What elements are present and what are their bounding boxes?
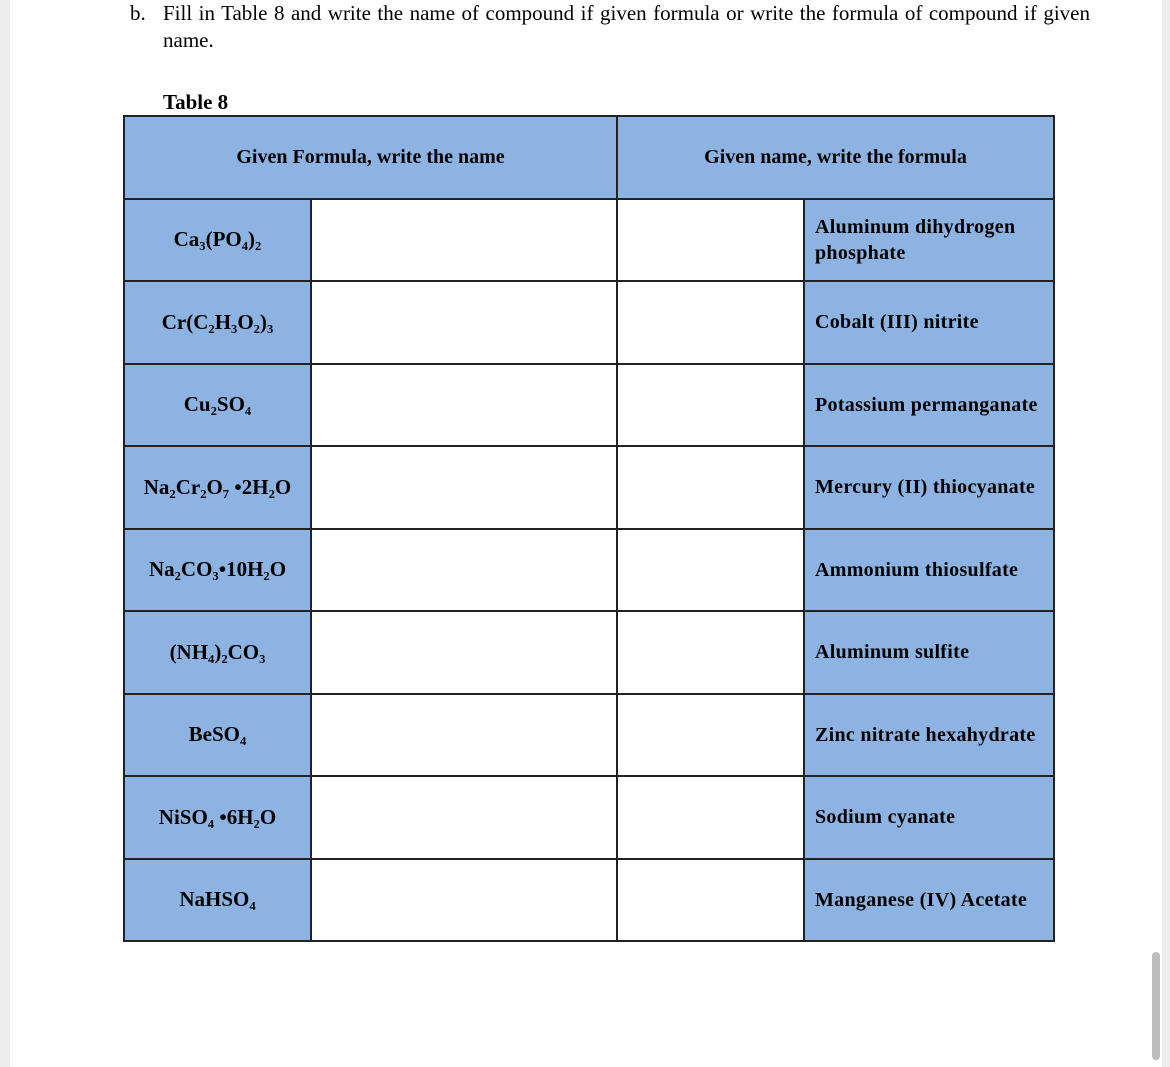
instruction-marker: b. — [130, 1, 146, 25]
table-row — [124, 281, 1054, 364]
name-answer-cell[interactable] — [311, 611, 617, 694]
given-name-cell: Sodium cyanate — [804, 776, 1054, 859]
formula-answer-cell[interactable] — [617, 281, 804, 364]
table-row — [124, 611, 1054, 694]
given-name-cell: Mercury (II) thiocyanate — [804, 446, 1054, 529]
formula-answer-cell[interactable] — [617, 859, 804, 942]
compound-table — [123, 115, 1055, 942]
given-formula-cell: Na₂CO₃•10H₂O — [124, 529, 311, 612]
name-answer-cell[interactable] — [311, 694, 617, 777]
table-caption: Table 8 — [163, 90, 229, 114]
name-answer-cell[interactable] — [311, 281, 617, 364]
table-row — [124, 776, 1054, 859]
name-answer-cell[interactable] — [311, 859, 617, 942]
instruction-text: Fill in Table 8 and write the name of compound if given formula or write the formula of compound if given name. — [163, 1, 1090, 52]
instruction — [130, 0, 1090, 54]
given-name-cell: Aluminum sulfite — [804, 611, 1054, 694]
name-answer-cell[interactable] — [311, 364, 617, 447]
given-formula-cell: Ca₃(PO₄)₂ — [124, 199, 311, 282]
formula-answer-cell[interactable] — [617, 694, 804, 777]
name-answer-cell[interactable] — [311, 529, 617, 612]
name-answer-cell[interactable] — [311, 776, 617, 859]
name-answer-cell[interactable] — [311, 446, 617, 529]
given-formula-cell: Na₂Cr₂O₇ •2H₂O — [124, 446, 311, 529]
given-name-cell: Zinc nitrate hexahydrate — [804, 694, 1054, 777]
given-formula-cell: BeSO₄ — [124, 694, 311, 777]
formula-answer-cell[interactable] — [617, 611, 804, 694]
given-name-cell: Potassium permanganate — [804, 364, 1054, 447]
given-name-cell: Aluminum dihydrogen phosphate — [804, 199, 1054, 282]
table-header-row — [124, 116, 1054, 199]
formula-answer-cell[interactable] — [617, 364, 804, 447]
formula-answer-cell[interactable] — [617, 446, 804, 529]
formula-answer-cell[interactable] — [617, 199, 804, 282]
formula-answer-cell[interactable] — [617, 776, 804, 859]
formula-answer-cell[interactable] — [617, 529, 804, 612]
scrollbar-thumb[interactable] — [1152, 952, 1160, 1060]
table-row — [124, 694, 1054, 777]
given-name-cell: Manganese (IV) Acetate — [804, 859, 1054, 942]
table-row — [124, 529, 1054, 612]
given-formula-cell: (NH₄)₂CO₃ — [124, 611, 311, 694]
given-name-cell: Cobalt (III) nitrite — [804, 281, 1054, 364]
given-formula-cell: Cu₂SO₄ — [124, 364, 311, 447]
given-formula-cell: NaHSO₄ — [124, 859, 311, 942]
header-given-formula: Given Formula, write the name — [124, 116, 617, 199]
given-formula-cell: NiSO₄ •6H₂O — [124, 776, 311, 859]
table-row — [124, 859, 1054, 942]
given-name-cell: Ammonium thiosulfate — [804, 529, 1054, 612]
name-answer-cell[interactable] — [311, 199, 617, 282]
table-row — [124, 446, 1054, 529]
given-formula-cell: Cr(C₂H₃O₂)₃ — [124, 281, 311, 364]
header-given-name: Given name, write the formula — [617, 116, 1054, 199]
table-row — [124, 199, 1054, 282]
table-row — [124, 364, 1054, 447]
